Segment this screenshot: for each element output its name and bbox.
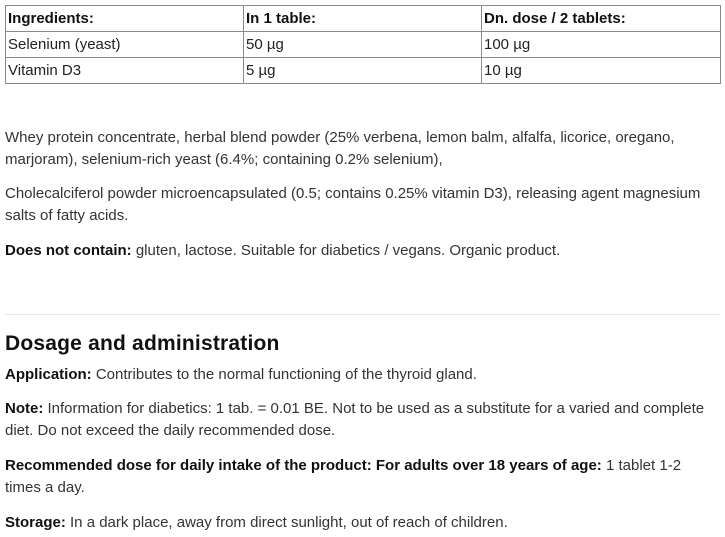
table-cell: 10 µg bbox=[482, 58, 721, 84]
table-row bbox=[6, 58, 721, 84]
table-header-row bbox=[6, 6, 721, 32]
header-ingredients: Ingredients: bbox=[6, 6, 244, 32]
table-cell: Vitamin D3 bbox=[6, 58, 244, 84]
application-paragraph bbox=[5, 364, 720, 386]
note-text: Information for diabetics: 1 tab. = 0.01 BE. Not to be used as a substitute for a varied and complete diet. Do not exceed the daily recommended dose. bbox=[5, 400, 705, 439]
dosage-heading: Dosage and administration bbox=[5, 332, 280, 355]
storage-paragraph bbox=[5, 512, 720, 534]
application-label: Application: bbox=[5, 366, 92, 383]
table-cell: 5 µg bbox=[244, 58, 482, 84]
storage-label: Storage: bbox=[5, 514, 66, 531]
recommended-dose-paragraph bbox=[5, 455, 720, 499]
recommended-dose-text: 1 tablet 1-2 times a day. bbox=[5, 457, 682, 496]
composition-paragraph: Cholecalciferol powder microencapsulated (0.5; contains 0.25% vitamin D3), releasing agent magnesium salts of fatty acids. bbox=[5, 185, 701, 224]
table-cell: 50 µg bbox=[244, 32, 482, 58]
header-daily-dose: Dn. dose / 2 tablets: bbox=[482, 6, 721, 32]
header-per-tablet: In 1 table: bbox=[244, 6, 482, 32]
composition-paragraph: Whey protein concentrate, herbal blend powder (25% verbena, lemon balm, alfalfa, licorice, oregano, marjoram), selenium-rich yeast (6.4%; containing 0.2% selenium), bbox=[5, 129, 675, 168]
note-paragraph bbox=[5, 398, 720, 442]
free-from-label: Does not contain: bbox=[5, 242, 132, 259]
table-cell: 100 µg bbox=[482, 32, 721, 58]
product-description bbox=[5, 5, 720, 531]
section-divider bbox=[5, 314, 720, 315]
storage-text: In a dark place, away from direct sunlight, out of reach of children. bbox=[65, 514, 508, 531]
free-from-text: gluten, lactose. Suitable for diabetics / vegans. Organic product. bbox=[131, 242, 561, 259]
table-cell: Selenium (yeast) bbox=[6, 32, 244, 58]
recommended-dose-label: Recommended dose for daily intake of the product: For adults over 18 years of age: bbox=[5, 457, 602, 474]
application-text: Contributes to the normal functioning of the thyroid gland. bbox=[91, 366, 477, 383]
free-from-paragraph bbox=[5, 240, 720, 262]
ingredients-table bbox=[5, 5, 721, 84]
table-row bbox=[6, 32, 721, 58]
note-label: Note: bbox=[5, 400, 44, 417]
